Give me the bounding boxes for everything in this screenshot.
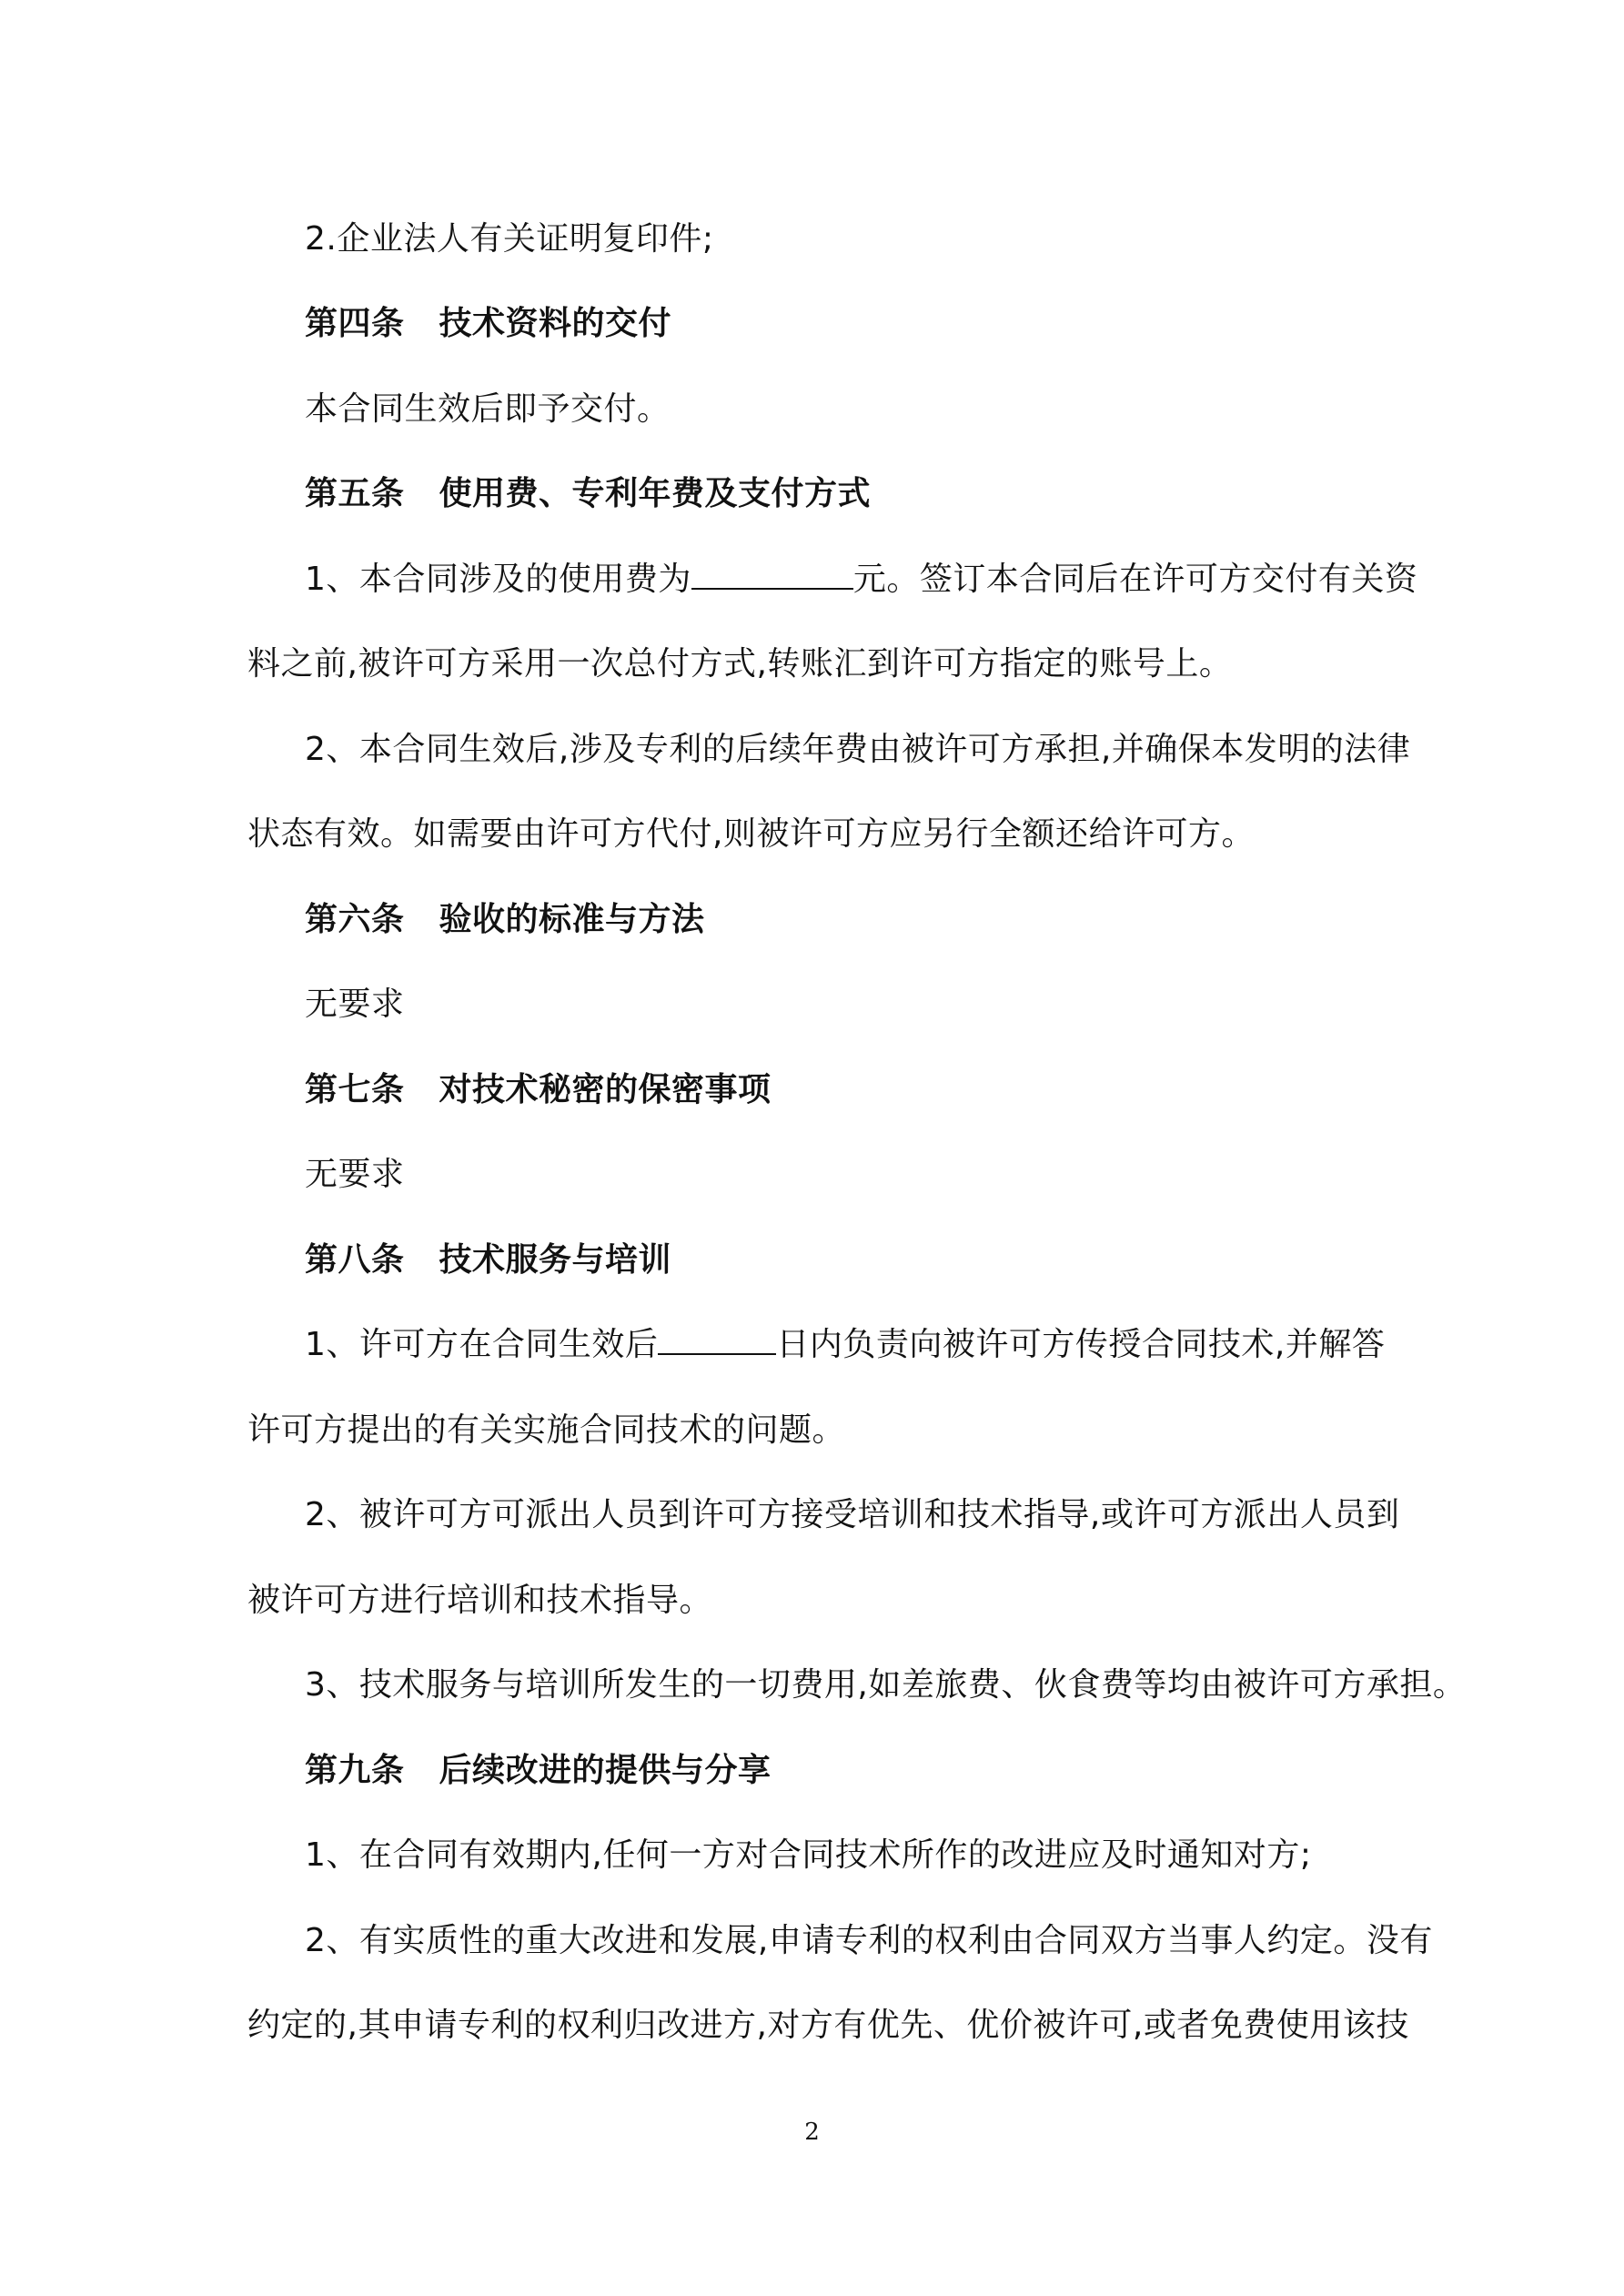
line-text: 元。签订本合同后在许可方交付有关资 <box>852 561 1418 598</box>
article-title: 技术资料的交付 <box>439 305 672 342</box>
line-text: 1、在合同有效期内,任何一方对合同技术所作的改进应及时通知对方; <box>305 1836 1312 1874</box>
paragraph-line <box>305 382 1397 437</box>
days-blank-field[interactable] <box>658 1322 776 1355</box>
article-number: 第五条 <box>305 475 405 512</box>
article-number: 第四条 <box>305 305 405 342</box>
line-text: 1、许可方在合同生效后 <box>305 1326 659 1363</box>
paragraph-line <box>305 552 1418 607</box>
line-text: 被许可方进行培训和技术指导。 <box>247 1582 713 1619</box>
article-title: 验收的标准与方法 <box>439 901 705 938</box>
line-text: 2、被许可方可派出人员到许可方接受培训和技术指导,或许可方派出人员到 <box>305 1496 1400 1533</box>
line-text: 2、本合同生效后,涉及专利的后续年费由被许可方承担,并确保本发明的法律 <box>305 731 1411 768</box>
line-text: 许可方提出的有关实施合同技术的问题。 <box>247 1411 846 1449</box>
paragraph-line <box>247 1573 1397 1628</box>
page-number: 2 <box>804 2119 820 2146</box>
paragraph-line <box>247 807 1397 862</box>
line-text: 无要求 <box>305 986 405 1023</box>
article-number: 第七条 <box>305 1071 405 1108</box>
fee-blank-field[interactable] <box>691 557 853 590</box>
line-text: 约定的,其申请专利的权利归改进方,对方有优先、优价被许可,或者免费使用该技 <box>247 2007 1409 2044</box>
line-text: 3、技术服务与培训所发生的一切费用,如差旅费、伙食费等均由被许可方承担。 <box>305 1666 1467 1704</box>
article-title: 技术服务与培训 <box>439 1241 672 1279</box>
line-text: 料之前,被许可方采用一次总付方式,转账汇到许可方指定的账号上。 <box>247 645 1233 683</box>
article-6-heading <box>305 893 1397 947</box>
line-text: 本合同生效后即予交付。 <box>305 390 671 428</box>
paragraph-line <box>305 1658 1467 1713</box>
article-number: 第六条 <box>305 901 405 938</box>
article-number: 第八条 <box>305 1241 405 1279</box>
article-5-heading <box>305 467 1397 521</box>
paragraph-line <box>305 212 1397 267</box>
paragraph-line <box>305 723 1411 777</box>
line-text: 2.企业法人有关证明复印件; <box>305 220 714 258</box>
article-title: 后续改进的提供与分享 <box>439 1752 772 1789</box>
line-text: 日内负责向被许可方传授合同技术,并解答 <box>776 1326 1386 1363</box>
article-title: 对技术秘密的保密事项 <box>439 1071 772 1108</box>
line-text: 无要求 <box>305 1156 405 1193</box>
paragraph-line <box>305 1488 1400 1542</box>
line-text: 1、本合同涉及的使用费为 <box>305 561 691 598</box>
paragraph-line <box>247 637 1397 692</box>
article-number: 第九条 <box>305 1752 405 1789</box>
paragraph-line <box>247 1998 1409 2053</box>
article-4-heading <box>305 297 1397 351</box>
article-9-heading <box>305 1744 1397 1798</box>
paragraph-line <box>247 1403 1397 1458</box>
article-8-heading <box>305 1233 1397 1288</box>
paragraph-line <box>305 977 1397 1032</box>
line-text: 状态有效。如需要由许可方代付,则被许可方应另行全额还给许可方。 <box>247 815 1255 853</box>
article-7-heading <box>305 1063 1397 1118</box>
paragraph-line <box>305 1318 1397 1372</box>
article-title: 使用费、专利年费及支付方式 <box>439 475 872 512</box>
paragraph-line <box>305 1828 1397 1883</box>
line-text: 2、有实质性的重大改进和发展,申请专利的权利由合同双方当事人约定。没有 <box>305 1922 1433 1959</box>
paragraph-line <box>305 1148 1397 1202</box>
paragraph-line <box>305 1914 1433 1968</box>
